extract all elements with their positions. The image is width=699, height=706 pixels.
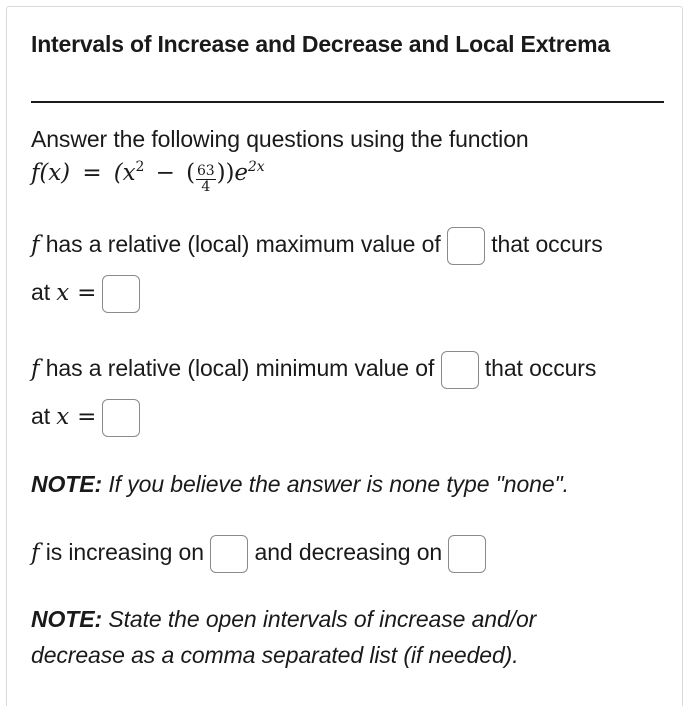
min-suffix: that occurs [484, 355, 597, 382]
question-title: Intervals of Increase and Decrease and Local Extrema [31, 31, 610, 57]
note-none [31, 469, 569, 499]
min-eq-symbol: = [77, 404, 97, 431]
decreasing-label: and decreasing on [254, 539, 443, 566]
max-at-label: at [31, 279, 50, 306]
function-minus: − [155, 160, 175, 186]
min-at-label: at [31, 403, 50, 430]
fraction-denominator: 4 [201, 179, 211, 195]
increasing-label: is increasing on [45, 539, 204, 566]
interval-question [31, 535, 486, 573]
function-base-e: e [234, 160, 248, 186]
function-lhs: f(x) [31, 160, 71, 186]
max-prefix: has a relative (local) maximum value of [45, 231, 441, 258]
note-none-text: If you believe the answer is none type "none". [108, 471, 569, 497]
function-equals: = [82, 160, 102, 186]
min-x-symbol: x [56, 404, 70, 431]
max-value-input[interactable] [447, 227, 485, 265]
min-prefix: has a relative (local) minimum value of [45, 355, 435, 382]
min-value-input[interactable] [441, 351, 479, 389]
increasing-input[interactable] [210, 535, 248, 573]
note-intervals-line1 [31, 604, 536, 634]
function-exp-x: 2 [135, 159, 145, 175]
function-fraction [196, 164, 216, 195]
note-intervals-text1: State the open intervals of increase and/or [108, 606, 537, 632]
max-suffix: that occurs [491, 231, 603, 258]
max-x-symbol: x [56, 280, 70, 307]
max-question [31, 227, 603, 265]
function-exp-e: 2x [247, 159, 265, 175]
function-formula [31, 157, 265, 195]
function-frac-open: ( [186, 160, 195, 186]
decreasing-input[interactable] [448, 535, 486, 573]
function-open: (x [113, 160, 136, 186]
min-f-symbol: f [31, 356, 40, 383]
interval-f-symbol: f [31, 540, 40, 567]
max-x-line [31, 275, 140, 313]
intro-text: Answer the following questions using the function [31, 126, 529, 152]
max-eq-symbol: = [77, 280, 97, 307]
max-x-input[interactable] [102, 275, 140, 313]
note-none-label: NOTE: [31, 471, 103, 497]
min-x-input[interactable] [102, 399, 140, 437]
note-intervals-label: NOTE: [31, 606, 103, 632]
fraction-numerator: 63 [197, 163, 215, 179]
note-intervals-line2 [31, 640, 519, 670]
min-x-line [31, 399, 140, 437]
question-card [6, 6, 683, 706]
function-frac-close: )) [216, 160, 235, 186]
min-question [31, 351, 596, 389]
note-intervals-text2: decrease as a comma separated list (if needed). [31, 642, 519, 668]
title-divider [31, 101, 664, 103]
max-f-symbol: f [31, 232, 40, 259]
